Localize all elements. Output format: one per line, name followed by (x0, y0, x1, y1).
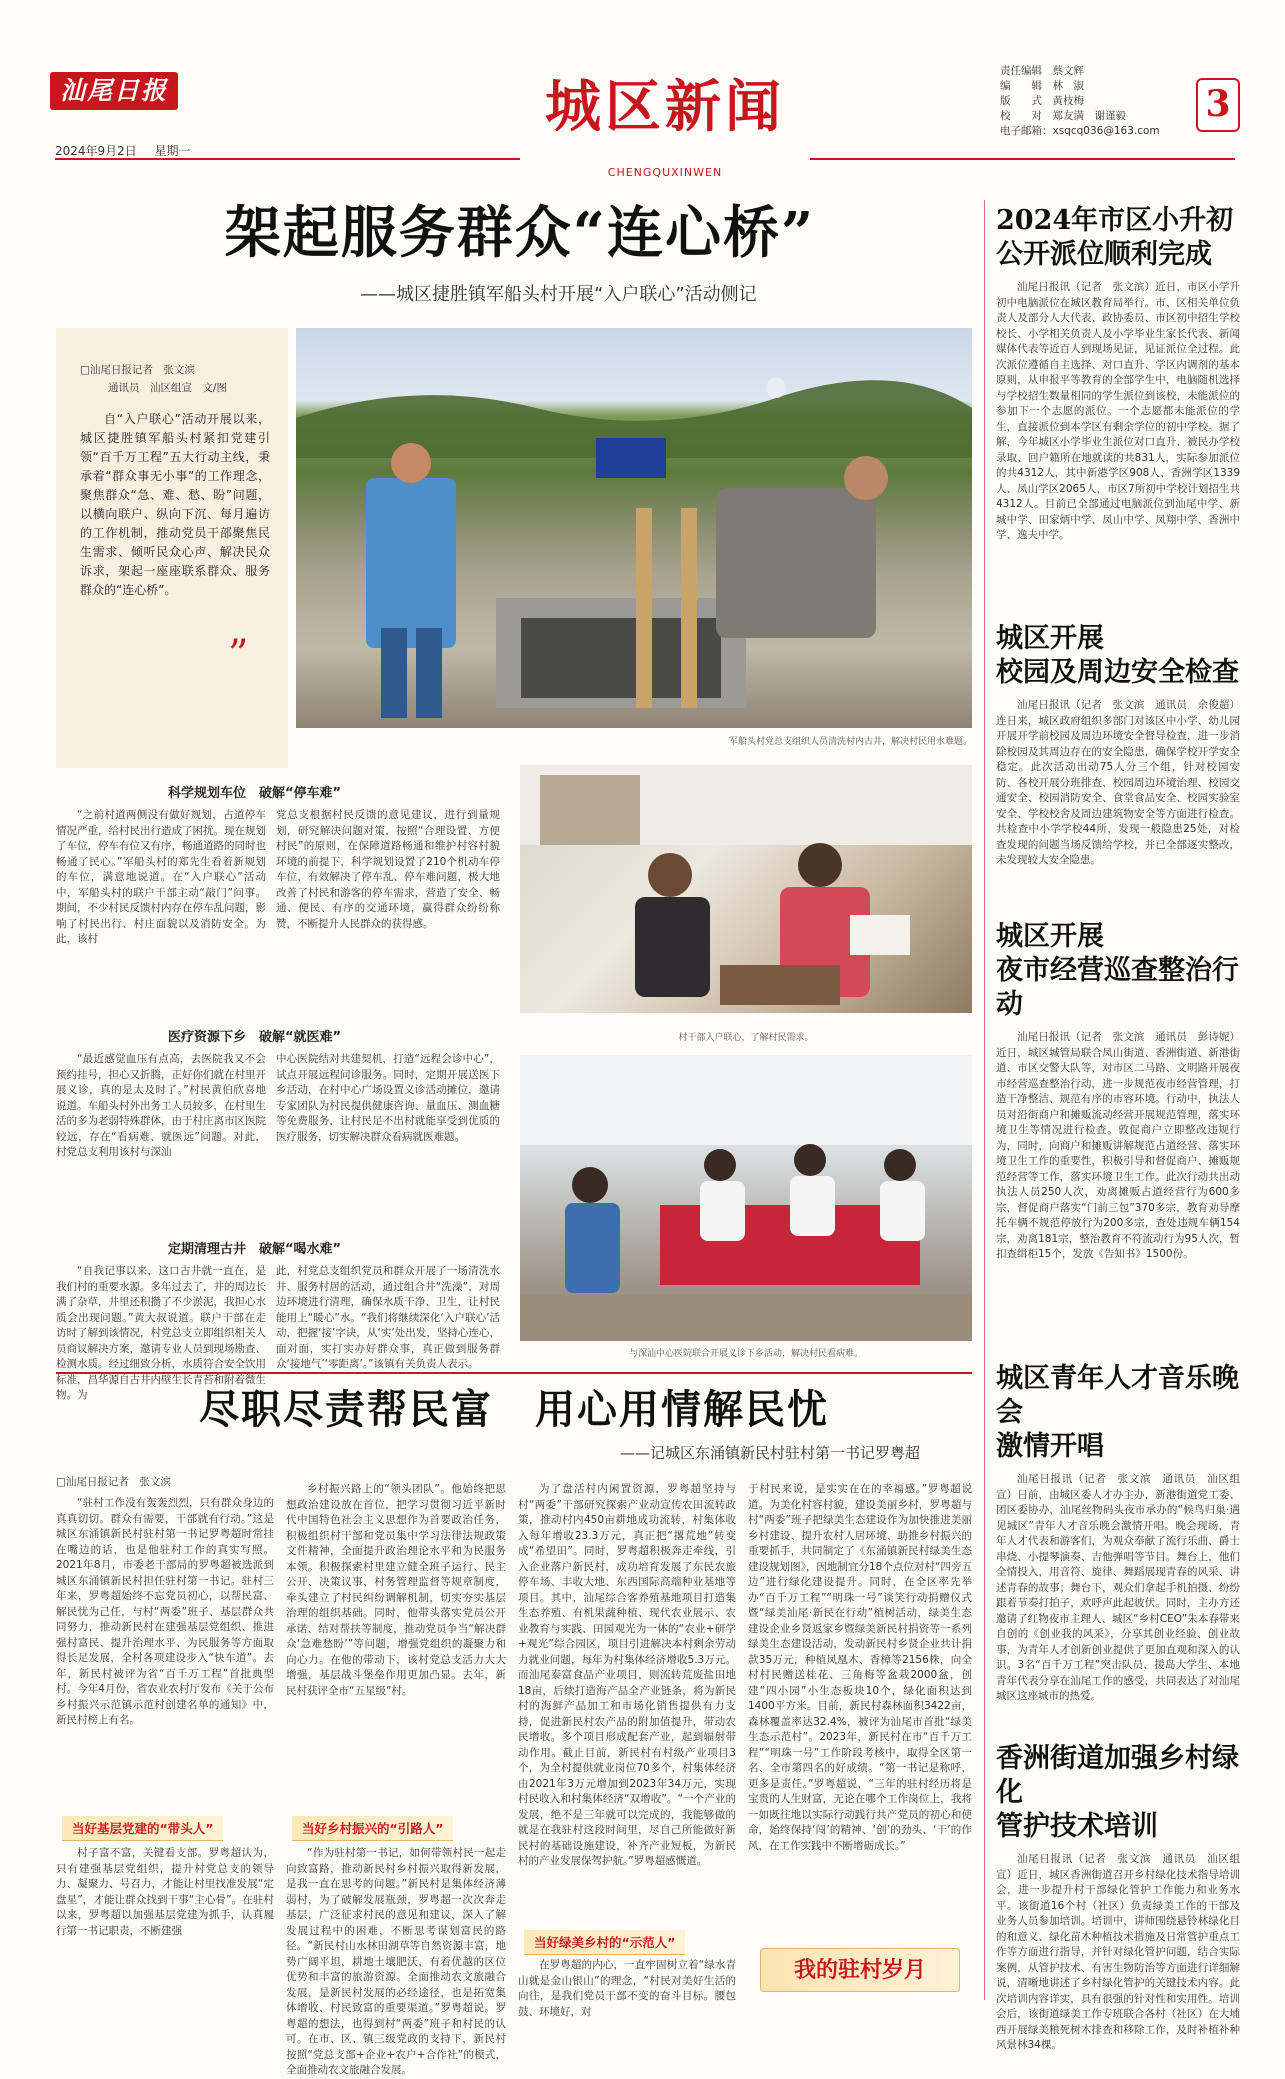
paper-name: 汕尾日报 (59, 76, 168, 105)
sidebar-body-3: 汕尾日报讯（记者 张文滨 通讯员 彭诗妮）近日，城区城管局联合凤山街道、香洲街道、新港街道、市区交警大队等，对市区二马路、文明路开展夜市经营巡查整治行动，进一步规范夜市经营管理，打造干净整洁、规范有序的市容环境。行动中，执法人员对沿街商户和摊贩流动经营开展规范管理，落实环境卫生等情况进行检查。敦促商户立即整改违规行为，同时，向商户和摊贩讲解规范占道经营、落实环境卫生工作的重要性，积极引导和督促商户、摊贩规范经营等工作，落实环境卫生工作。此次行动共出动执法人员250人次，劝离摊贩占道经营行为600多宗，督促商户落实“门前三包”370多宗，教育劝导摩托车辆不规范停放行为200多宗，查处违规车辆154宗，劝离181宗，整治教育不符流动行为95人次，暂扣查缉柜15个，发放《告知书》1500份。 (996, 1031, 1240, 1260)
lead-photo-well (296, 328, 972, 728)
masthead-rule-right (810, 158, 1235, 160)
weekday-text: 星期一 (154, 144, 191, 158)
sidebar-item-5 (996, 1742, 1240, 2062)
lead-section-2-col-2: 中心医院结对共建契机，打造“远程会诊中心”，试点开展远程问诊服务。同时，定期开展送医下乡活动，在村中心广场设置义诊活动摊位，邀请专家团队为村民提供健康咨询、量血压、测血糖等免费服务，让村民足不出村就能享受到优质的医疗服务，切实解决群众看病就医难题。 (276, 1053, 500, 1143)
sidebar-item-3 (996, 920, 1240, 1398)
lead-subtitle: ——城区捷胜镇军船头村开展“入户联心”活动侧记 (360, 284, 757, 305)
section-pinyin: CHENGQUXINWEN (607, 166, 723, 179)
feature-col-3-subhead: 当好绿美乡村的“示范人” (524, 1930, 685, 1955)
page-number: 3 (1205, 83, 1231, 125)
sidebar-body-5: 汕尾日报讯（记者 张文滨 通讯员 汕区组宣）近日，城区香洲街道召开乡村绿化技术指导培训会，进一步提升村干部绿化管护工作能力和业务水平。该街道16个村（社区）负责绿美工作的干部及业务人员参加培训。培训中，讲师围绕悬铃林绿化目的和意义、绿化苗木种植技术措施及日常管护重点工作等方面进行指导，并针对绿化管护问题，结合实际案例，从管护技术、有害生物防治等方面进行详细解说，清晰地讲述了乡村绿化管护的关键技术内容。此次培训内容详实，具有很强的针对性和实用性。培训会后，该街道绿美工作专班联合各村（社区）在大埔西开展绿美粮死树木排查和移除工作，及时补植补种风景林34棵。 (996, 1853, 1240, 2051)
quote-icon: ” (228, 632, 249, 678)
editor-line: 电子邮箱：xsqcq036@163.com (1000, 125, 1160, 137)
sidebar-divider (984, 200, 985, 2000)
section-title: 城区新闻 (545, 74, 785, 140)
lead-section-3-col-1: “自我记事以来，这口古井就一直在，是我们村的重要水源。多年过去了，井的周边长满了杂草，井里还积攒了不少淤泥，我担心水质会出现问题。”黄大叔说道。联户干部在走访时了解到该情况，村党总支立即组织相关人员商议解决方案，邀请专业人员到现场勘查、检测水质。经过细致分析，水质符合安全饮用标准，昌华源自古井内壁生长青苔和附着微生物。为 (56, 1265, 266, 1401)
editor-line: 校 对 郑友满 谢谨毅 (1000, 110, 1126, 122)
lead-photo-caption-2: 村干部入户联心，了解村民需求。 (678, 1033, 814, 1043)
lead-intro: 自“入户联心”活动开展以来，城区捷胜镇军船头村紧扣党建引领“百千万工程”五大行动主线，秉承着“群众事无小事”的工作理念，聚焦群众“急、难、愁、盼”问题，以横向联户、纵向下沉、每月遍访的工作机制，推动党员干部聚焦民生需求、倾听民众心声、解决民众诉求，架起一座座联系群众、服务群众的“连心桥”。 (80, 412, 270, 597)
lead-byline-1: □汕尾日报记者 张文滨 (80, 364, 195, 376)
sidebar-body-2: 汕尾日报讯（记者 张文滨 通讯员 余俊超）连日来，城区政府组织多部门对该区中小学、幼儿园开展开学前校园及周边环境安全督导检查，进一步消除校园及其周边存在的安全隐患，确保学校开学安全稳定。此次活动出动75人分三个组，针对校园安防、各校开展分班排查、校园周边环境治理、校园交通安全、校园消防安全、食堂食品安全、校园实验室安全、学校校舍及周边建筑物安全等方面进行检查。共检查中小学学校44所，发现一般隐患25处，对检查发现的问题当场反馈给学校，并已全部逐实整改，未发现较大安全隐患。 (996, 699, 1240, 866)
editor-line: 责任编辑 蔡文辉 (1000, 65, 1084, 77)
well-scene (296, 328, 972, 728)
editor-line: 编 辑 林 淑 (1000, 80, 1084, 92)
sidebar-body-4: 汕尾日报讯（记者 张文滨 通讯员 汕区组宣）日前，由城区委人才办主办，新港街道党工委、团区委协办，汕尾丝物码头夜市承办的“候鸟归巢·遇见城区”青年人才音乐晚会激情开唱。晚会现场，青年人才代表和游客们，为观众奉献了流行乐曲、爵士串烧、小提琴演奏、吉他弹唱等节目。舞台上，他们全情投入，用音符、旋律、舞蹈展现青春的风采、讲述青春的故事；舞台下，观众们拿起手机拍摄、纷纷跟着节奏打拍子，欢呼声此起彼伏。同时，主办方还邀请了红物夜市主理人、城区“乡村CEO”朱本春带来自创的《创业我的风采》，分享其创业经验、创业故事，为青年人才创新创业提供了更加直观和深入的认识。3名“百千万工程”突击队员、援岛大学生、本地青年代表分享在汕尾工作的感受，共同表达了对汕尾城区这座城市的热爱。 (996, 1473, 1240, 1702)
lead-title: 架起服务群众“连心桥” (224, 200, 816, 266)
date-text: 2024年9月2日 (55, 144, 137, 158)
feature-divider (56, 1372, 972, 1374)
lead-photo-caption-3: 与深汕中心医院联合开展义诊下乡活动，解决村民看病难。 (628, 1349, 863, 1359)
masthead-rule-left (55, 158, 520, 160)
feature-title: 尽职尽责帮民富 用心用情解民忧 (199, 1386, 829, 1433)
feature-col-1-subhead: 当好基层党建的“带头人” (62, 1816, 223, 1841)
issue-date (55, 142, 190, 159)
sidebar-title-4: 城区青年人才音乐晚会 激情开唱 (996, 1363, 1239, 1462)
feature-col-3-subhead-wrap (524, 1930, 685, 1955)
lead-photo-clinic (520, 1055, 972, 1341)
feature-col-3b: 在罗粤超的内心，一直牢固树立着“绿水青山就是金山银山”的理念，“村民对美好生活的向往，是我们党员干部不变的奋斗目标。腰包鼓、环境好，对 (518, 1959, 736, 2018)
masthead (0, 0, 1285, 190)
lead-section-3-col-2: 此，村党总支组织党员和群众开展了一场清洗水井、服务村居的活动，通过组合井“洗澡”，对周边环境进行清理，确保水质干净、卫生，让村民能用上“暖心”水。“我们将继续深化‘入户联心’活动，把握‘接’字诀，从‘实’处出发，坚持心连心，面对面，实打实办好群众事，真正做到服务群众‘接地气’‘零距离’。”该镇有关负责人表示。 (276, 1265, 500, 1370)
clinic-scene (520, 1055, 972, 1341)
editor-line: 版 式 黄枝梅 (1000, 95, 1084, 107)
sidebar-title-1: 2024年市区小升初 公开派位顺利完成 (996, 205, 1234, 270)
lead-section-2-col-1: “最近感觉血压有点高，去医院我又不会预约挂号，担心又折腾，正好你们就在村里开展义诊，真的是太及时了。”村民黄伯欣喜地说道。车船头村外出务工人员较多，在村里生活的多为老弱特殊群体，由于村庄离市区医院较远，存在“看病难、就医远”问题。对此，村党总支利用该村与深汕 (56, 1053, 266, 1158)
lead-section-heading-3: 定期清理古井 破解“喝水难” (168, 1242, 342, 1257)
editor-list (1000, 64, 1190, 139)
lead-section-1-col-2: 党总支根据村民反馈的意见建议，进行到量规划，研究解决问题对策，按照“合理设置、方便村民”的原则，在保障道路畅通和维护村容村貌环境的前提下，科学规划设置了210个机动车停车位，有效解决了停车乱、停车难问题，极大地改善了村民和游客的停车需求，营造了安全、畅通、便民、有序的交通环境，赢得群众纷纷称赞，不断提升人民群众的获得感。 (276, 809, 500, 930)
feature-col-4: 于村民来说，是实实在在的幸福感。”罗粤超说道。为美化村容村貌，建设美丽乡村，罗粤超与村“两委”班子把绿美生态建设作为加快推进美丽乡村建设、提升农村人居环境、助推乡村振兴的重要抓手，共同制定了《东涌镇新民村绿美生态建设规划图》，因地制宜分18个点位对村“四旁五边”进行绿化建设提升。同时，在全区率先举办“百千万工程”“明珠一号”谈笑行动捐赠仪式暨“绿美汕尾·新民在行动”植树活动，绿美生态建设企业乡贤返家乡暨绿美新民村捐资等一系列绿美生态建设活动，发动新民村乡贤企业共计捐款35万元，种植凤凰木、香樟等2156株，向全村村民赠送桂花、三角梅等盆栽2000盆，创建“四小园”小生态板块10个，绿化面积达到1400平方米。目前，新民村森林面积3422亩，森林覆盖率达32.4%，被评为汕尾市首批“绿美生态示范村”。2023年，新民村在市“百千万工程”“明珠一号”工作阶段考核中，取得全区第一名、全市第四名的好成绩。“第一书记是称呼，更多是责任。”罗粤超说，“三年的驻村经历将是宝贵的人生财富，无论在哪个工作岗位上，我将一如既往地以实际行动践行共产党员的初心和使命，始终保持‘闯’的精神、‘创’的劲头、‘干’的作风，在工作实践中不断增砺成长。” (748, 1483, 972, 1852)
feature-col-1b: 村子富不富，关键看支部。罗粤超认为，只有建强基层党组织，提升村党总支的领导力、凝聚力、号召力，才能让村里找准发展“定盘星”，才能让群众找到干事“主心骨”。在驻村以来，罗粤超以加强基层党建为抓手，认真履行第一书记职责，不断建强 (56, 1847, 274, 1937)
feature-subtitle: ——记城区东涌镇新民村驻村第一书记罗粤超 (619, 1444, 920, 1462)
feature-col-2-subhead-wrap (292, 1816, 453, 1841)
feature-byline: □汕尾日报记者 张文滨 (56, 1476, 171, 1488)
lead-byline-2: 通讯员 汕区组宣 文/图 (108, 382, 228, 394)
feature-col-2b: “作为驻村第一书记，如何带领村民一起走向致富路，推动新民村乡村振兴取得新发展，是我一直在思考的问题。”新民村是集体经济薄弱村，为了破解发展瓶颈，罗粤超一次次奔走基层，广泛征求村民的意见和建议，深入了解发展过程中的困难，不断思考谋划富民的路径。“新民村山水林田湖草等自然资源丰富，地势广阔平坦，耕地土壤肥沃，有着优越的区位优势和丰富的旅游资源。全面推动农文旅融合发展，是新民村发展的必经途径，也是拓宽集体增收、村民致富的重要渠道。”罗粤超说。罗粤超的想法，也得到村“两委”班子和村民的认可。在市、区、镇三级党政的支持下，新民村按照“党总支部+企业+农户+合作社”的模式，全面推动农文旅融合发展。 (286, 1847, 506, 2076)
feature-col-3: 为了盘活村内闲置资源，罗粤超坚持与村“两委”干部研究探索产业动宣传农田流转政策，推动村内450亩耕地成功流转，村集体收入每年增收23.3万元，真正把“撂荒地”转变成“希望田”。同时，罗粤超积极奔走牵线，引入企业落户新民村，成功培育发展了东民农旅停车场、丰收大地、东西国际高端种业基地等项目。其中，汕尾综合客养殖基地项目打造集生态养殖、有机果蔬种植、现代农业展示、农业教育与实践、田园观光为一体的“农业+研学+观光”综合园区，项目引进解决本村剩余劳动力就业问题，每年为村集体经济增收5.3万元。而汕尾泰富食品产业项目，则流转荒废盐田地18亩，后续打造海产品全产业链条，将为新民村的海鲜产品加工和市场化销售提供有力支持，促进新民村农产品的附加值提升，带动农民增收。多个项目形成配套产业，起到辐射带动作用。截止目前，新民村有村级产业项目3个，为全村提供就业岗位70多个，村集体经济由2021年3万元增加到2023年34万元，实现村民收入和村集体经济“双增收”。“一个产业的发展，绝不是三年就可以完成的，我能够做的就是在我驻村这段时间里，尽自己所能做好新民村的基础设施建设，补齐产业短板，为新民村的产业发展保驾护航。”罗粤超感慨道。 (518, 1483, 736, 1867)
feature-col-1-subhead-wrap (62, 1816, 223, 1841)
feature-col-1: “驻村工作没有轰轰烈烈，只有群众身边的真真切切。群众有需要，干部就有行动。”这是城区东涌镇新民村驻村第一书记罗粤超时常挂在嘴边的话，也是他驻村工作的真实写照。2021年8月，市委老干部局的罗粤超被选派到城区东涌镇新民村担任驻村第一书记。驻村三年来，罗粤超始终不忘党员初心，以帮民富、解民忧为己任，与村“两委”班子、基层群众共同努力，推动新民村在建强基层党组织、推进强村富民、提升治理水平、为民服务等方面取得长足发展，全村各项建设步入“快车道”。去年，新民村被评为省“百千万工程”首批典型村。今年4月份，省农业农村厅发布《关于公布乡村振兴示范镇示范村创建名单的通知》中，新民村榜上有名。 (56, 1497, 274, 1726)
feature-tag: 我的驻村岁月 (793, 1957, 926, 1983)
lead-section-heading-2: 医疗资源下乡 破解“就医难” (168, 1030, 342, 1045)
lead-section-1-col-1: “之前村道两侧没有做好规划，占道停车情况严重，给村民出行造成了困扰。现在规划了车位，停车有位又有序，畅通道路的同时也畅通了民心。”军船头村的郑先生看着新规划的车位，满意地说道。在“入户联心”活动中，军船头村的联户干部主动“敲门”问事。期间，不少村民反馈村内存在停车乱问题，影响了村民出行、村庄面貌以及消防安全。为此，该村 (56, 809, 266, 945)
sidebar-title-3: 城区开展 夜市经营巡查整治行动 (996, 921, 1239, 1020)
lead-section-heading-1: 科学规划车位 破解“停车难” (168, 786, 342, 801)
sidebar-body-1: 汕尾日报讯（记者 张文滨）近日，市区小学升初中电脑派位在城区教育局举行。市、区相关单位负责人及部分人大代表、政协委员、市区初中招生学校校长、小学相关负责人及小学毕业生家长代表、新闻媒体代表等近百人到现场见证，见证派位全过程。此次派位遵循自主选择、对口直升、学区内调剂的基本原则，从申报平等教育的全部学生中，电脑随机选择与学校招生数量相同的学生派位到该校，未能派位的参加下一个志愿的派位。一个志愿都未能派位的学生，直接派位到本学区有剩余学位的初中学校。据了解，今年城区小学毕业生派位对口直升、被民办学校录取、回户籍所在地就读的共831人，实际参加派位的共4312人，其中新港学区908人、香洲学区1339人、凤山学区2065人，市区7所初中学校计划招生共4312人。目前已全部通过电脑派位到汕尾中学、新城中学、田家炳中学、凤山中学、凤翔中学、香洲中学、逸夫中学。 (996, 281, 1240, 541)
lead-photo-visit (520, 765, 972, 1013)
sidebar-title-2: 城区开展 校园及周边安全检查 (996, 623, 1239, 688)
visit-scene (520, 765, 972, 1013)
feature-col-2-subhead: 当好乡村振兴的“引路人” (292, 1816, 453, 1841)
feature-col-2: 乡村振兴路上的“领头团队”。他始终把思想政治建设放在首位，把学习贯彻习近平新时代中国特色社会主义思想作为首要政治任务，积极组织村干部和党员集中学习法律法规政策文件精神，全面提升政治理论水平和为民服务本领。积极探索村里建立健全班子运行、民主公开、决策议事、村务管理监督等规章制度，牵头建立了村民纠纷调解机制，切实夯实基层治理的组织基础。同时，他带头落实党员公开承诺、结对帮扶等制度，推动党员争当“解决群众‘急难愁盼’”等问题，增强党组织的凝聚力和向心力。在他的带动下，该村党总支活力大大增强，基层战斗堡垒作用更加凸显。去年，新民村获评全市“五星级”村。 (286, 1483, 506, 1697)
sidebar-item-4 (996, 1362, 1240, 1782)
lead-photo-caption-1: 军船头村党总支组织人员清洗村内古井，解决村民用水难题。 (728, 737, 972, 747)
sidebar-title-5: 香洲街道加强乡村绿化 管护技术培训 (996, 1743, 1239, 1842)
sidebar-item-2 (996, 622, 1240, 924)
